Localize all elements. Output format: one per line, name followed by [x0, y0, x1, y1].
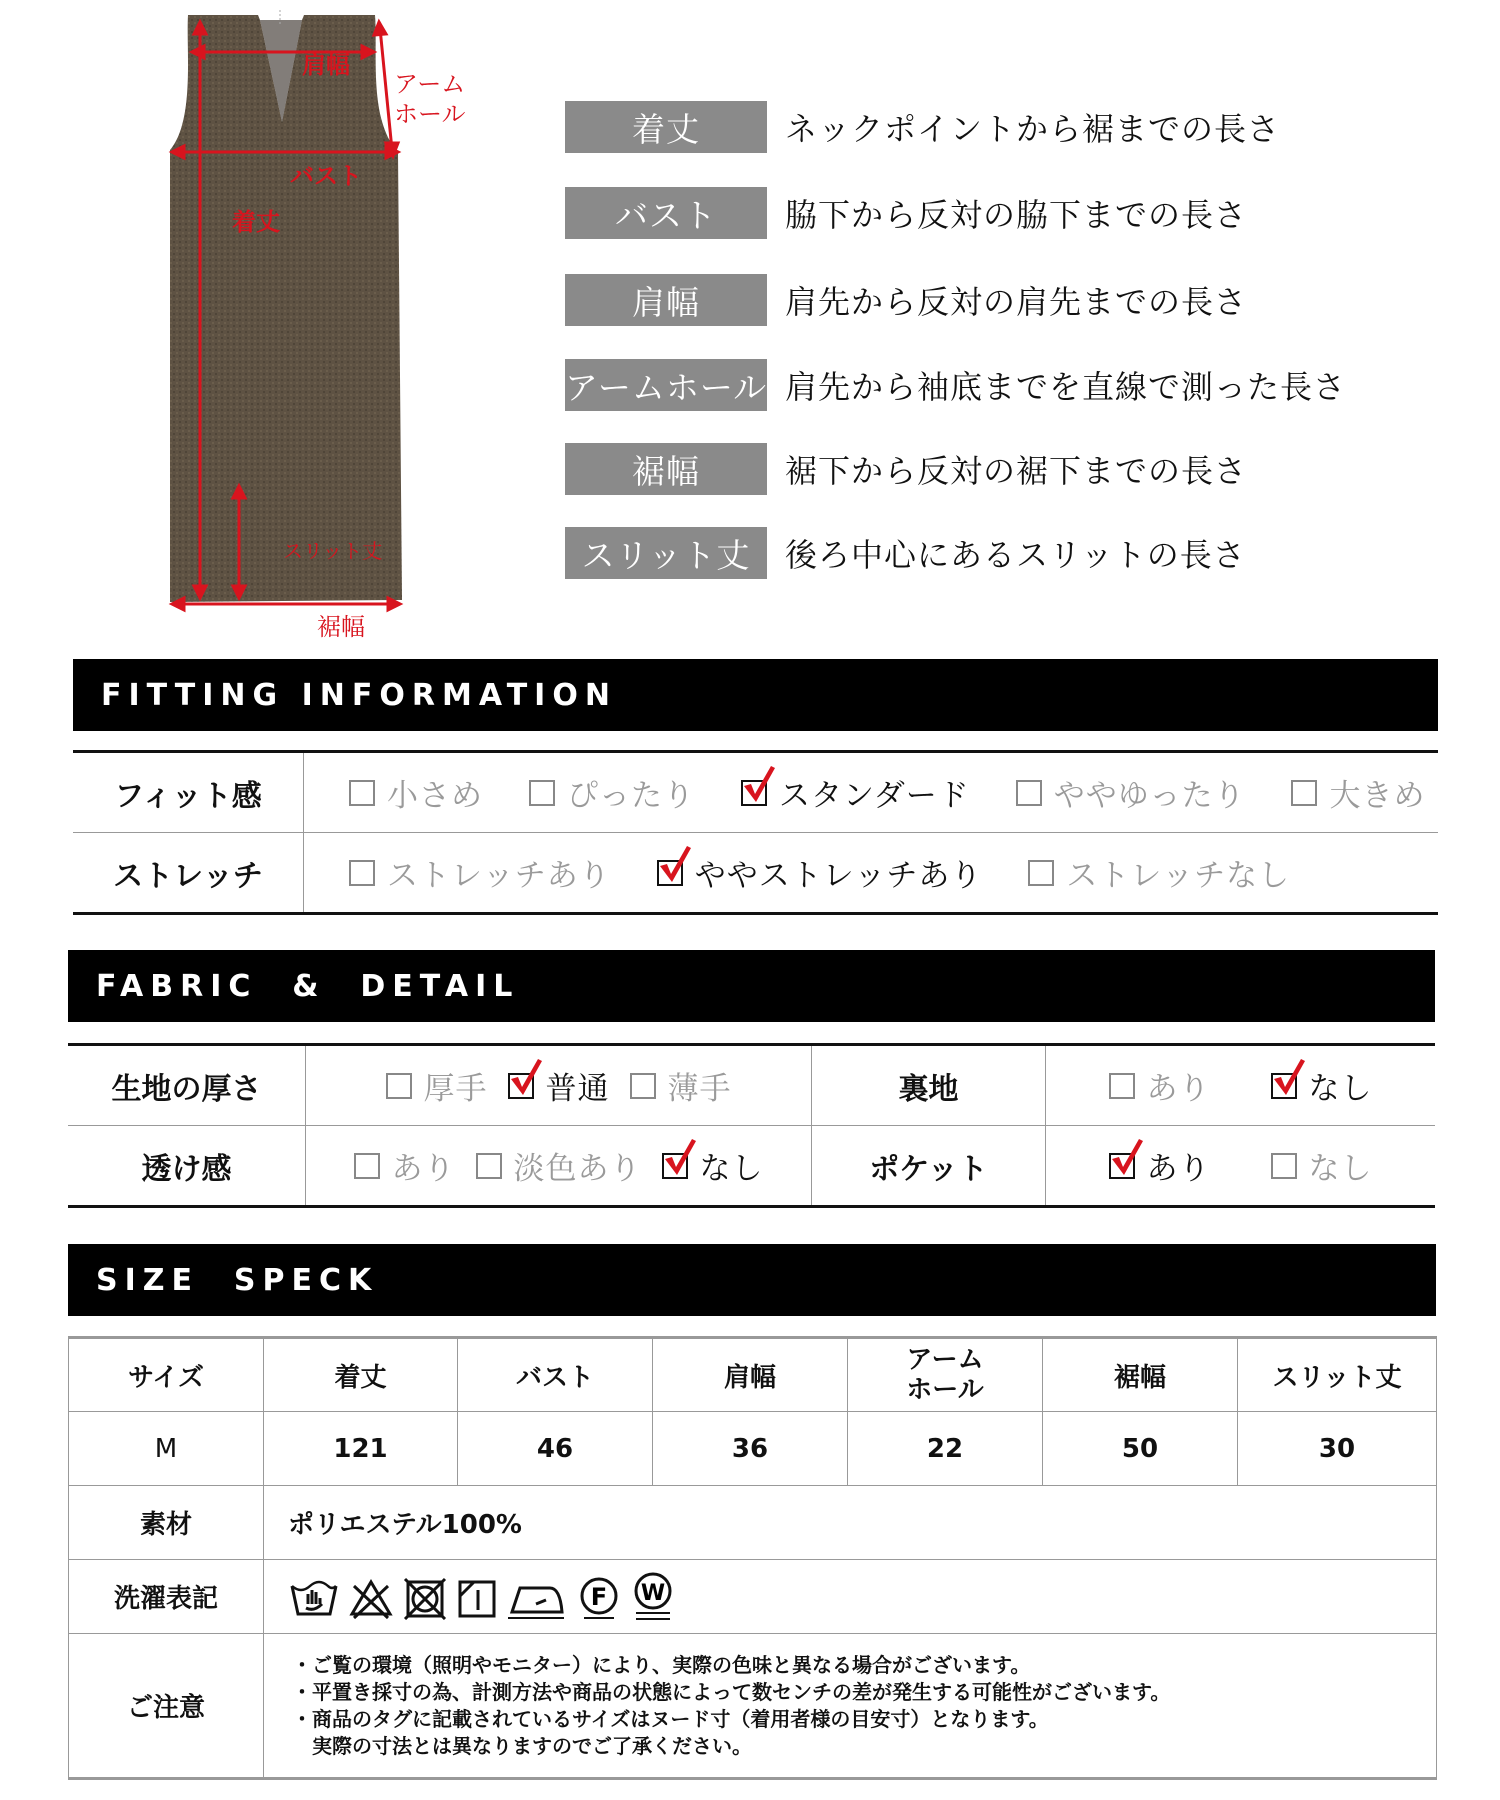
checkbox-checked[interactable]	[657, 860, 683, 886]
option-stretch[interactable]	[349, 850, 611, 895]
label-slit: スリット丈	[283, 539, 383, 563]
fabric-table	[68, 1043, 1435, 1208]
cell-size: M	[69, 1412, 264, 1486]
material-label: 素材	[69, 1486, 264, 1560]
dry-clean-letter: F	[590, 1582, 608, 1611]
option-thick[interactable]	[386, 1063, 488, 1108]
option-fitted[interactable]	[529, 770, 695, 815]
option-sheer-yes[interactable]	[354, 1143, 456, 1188]
dress-silhouette	[170, 15, 402, 602]
col-header-hem: 裾幅	[1043, 1338, 1238, 1412]
dry-clean-f-icon	[576, 1574, 622, 1620]
fabric-label: 生地の厚さ	[68, 1046, 306, 1125]
definition-tag: スリット丈	[565, 527, 767, 579]
notes-cell	[264, 1634, 1437, 1779]
option-label: 厚手	[423, 1071, 488, 1107]
option-label: スタンダード	[779, 778, 970, 814]
notes-label: ご注意	[69, 1634, 264, 1779]
fitting-table	[73, 750, 1438, 915]
fitting-options	[304, 753, 1438, 832]
fabric-label: ポケット	[812, 1126, 1046, 1205]
label-shoulder: 肩幅	[302, 51, 350, 79]
checkbox[interactable]	[1271, 1153, 1297, 1179]
checkbox-checked[interactable]	[662, 1153, 688, 1179]
col-header-shoulder: 肩幅	[653, 1338, 848, 1412]
fabric-row-sheerness	[68, 1125, 1435, 1205]
cell-length: 121	[264, 1412, 458, 1486]
checkbox-checked[interactable]	[741, 780, 767, 806]
option-label: ストレッチあり	[387, 858, 611, 894]
option-standard[interactable]	[741, 770, 970, 815]
option-label: あり	[1146, 1151, 1211, 1187]
label-length: 着丈	[232, 208, 280, 236]
label-armhole-2: ホール	[394, 100, 466, 128]
checkbox[interactable]	[1016, 780, 1042, 806]
col-header-armhole	[848, 1338, 1043, 1412]
definition-tag: 裾幅	[565, 443, 767, 495]
checkbox[interactable]	[386, 1073, 412, 1099]
checkbox[interactable]	[349, 860, 375, 886]
fabric-header: FABRIC & DETAIL	[68, 950, 1435, 1022]
care-row	[69, 1560, 1437, 1634]
checkbox[interactable]	[476, 1153, 502, 1179]
definition-hem	[565, 443, 1247, 495]
check-icon	[662, 1137, 698, 1177]
cell-slit: 30	[1238, 1412, 1437, 1486]
checkbox[interactable]	[1028, 860, 1054, 886]
option-lining-no[interactable]	[1271, 1063, 1373, 1108]
definition-text: 後ろ中心にあるスリットの長さ	[785, 536, 1246, 574]
checkbox[interactable]	[1109, 1073, 1135, 1099]
check-icon	[741, 764, 777, 804]
option-pocket-yes[interactable]	[1109, 1143, 1211, 1188]
fitting-row-fit	[73, 753, 1438, 832]
definition-armhole	[565, 359, 1346, 411]
definition-tag: 着丈	[565, 101, 767, 153]
check-icon	[1109, 1137, 1145, 1177]
note-line: ・平置き採寸の為、計測方法や商品の状態によって数センチの差が発生する可能性がございます。	[292, 1679, 1171, 1704]
size-table	[68, 1336, 1437, 1780]
garment-diagram	[140, 10, 500, 650]
definition-text: ネックポイントから裾までの長さ	[785, 110, 1281, 148]
option-label: 薄手	[667, 1071, 732, 1107]
checkbox-checked[interactable]	[1109, 1153, 1135, 1179]
fitting-options	[304, 833, 1438, 912]
option-normal[interactable]	[508, 1063, 610, 1108]
note-line: ・ご覧の環境（照明やモニター）により、実際の色味と異なる場合がございます。	[292, 1652, 1031, 1677]
wet-clean-letter: W	[640, 1580, 666, 1606]
option-label: 大きめ	[1329, 778, 1426, 814]
check-icon	[1271, 1057, 1307, 1097]
option-label: 小さめ	[387, 778, 483, 814]
option-label: なし	[699, 1151, 764, 1187]
option-small[interactable]	[349, 770, 483, 815]
checkbox[interactable]	[1291, 780, 1317, 806]
cell-bust: 46	[458, 1412, 653, 1486]
option-label: あり	[391, 1151, 456, 1187]
fabric-options	[306, 1126, 812, 1205]
definition-tag: バスト	[565, 187, 767, 239]
iron-low-icon	[506, 1574, 568, 1620]
option-label: なし	[1308, 1151, 1373, 1187]
option-thin[interactable]	[630, 1063, 732, 1108]
hand-wash-30-icon	[288, 1574, 340, 1620]
checkbox[interactable]	[529, 780, 555, 806]
material-value: ポリエステル100%	[264, 1486, 1437, 1560]
option-sheer-no[interactable]	[662, 1143, 764, 1188]
check-icon	[508, 1057, 544, 1097]
option-label: 淡色あり	[513, 1151, 642, 1187]
definition-shoulder	[565, 274, 1247, 326]
definition-tag: 肩幅	[565, 274, 767, 326]
material-row	[69, 1486, 1437, 1560]
wet-clean-w-icon	[630, 1571, 676, 1623]
col-header-size: サイズ	[69, 1338, 264, 1412]
option-pocket-no[interactable]	[1271, 1143, 1373, 1188]
fabric-options	[1046, 1126, 1435, 1205]
fitting-label: フィット感	[73, 753, 304, 832]
cell-armhole: 22	[848, 1412, 1043, 1486]
definition-length	[565, 101, 1280, 153]
label-armhole-1: アーム	[394, 70, 466, 98]
label-bust: バスト	[290, 162, 362, 190]
fitting-header: FITTING INFORMATION	[73, 659, 1438, 731]
option-large[interactable]	[1291, 770, 1425, 815]
fabric-options	[306, 1046, 812, 1125]
check-icon	[657, 844, 693, 884]
fabric-label: 裏地	[812, 1046, 1046, 1125]
col-header-bust: バスト	[458, 1338, 653, 1412]
label-hem: 裾幅	[317, 613, 365, 641]
size-row-m	[69, 1412, 1437, 1486]
definition-text: 肩先から反対の肩先までの長さ	[785, 283, 1248, 321]
definition-text: 肩先から袖底までを直線で測った長さ	[785, 368, 1347, 406]
note-line: 実際の寸法とは異なりますのでご了承ください。	[292, 1733, 752, 1758]
line-dry-shade-icon	[456, 1574, 498, 1620]
care-label: 洗濯表記	[69, 1560, 264, 1634]
note-line: ・商品のタグに記載されているサイズはヌード寸（着用者様の目安寸）となります。	[292, 1706, 1049, 1731]
cell-shoulder: 36	[653, 1412, 848, 1486]
no-tumble-dry-icon	[402, 1574, 448, 1620]
armhole-line-1: アーム	[906, 1345, 984, 1375]
fitting-label: ストレッチ	[73, 833, 304, 912]
definition-slit	[565, 527, 1246, 579]
notes-row	[69, 1634, 1437, 1779]
checkbox[interactable]	[349, 780, 375, 806]
size-header: SIZE SPECK	[68, 1244, 1436, 1316]
col-header-length: 着丈	[264, 1338, 458, 1412]
care-icons	[264, 1571, 1436, 1623]
cell-hem: 50	[1043, 1412, 1238, 1486]
definition-text: 裾下から反対の裾下までの長さ	[785, 452, 1248, 490]
option-label: ストレッチなし	[1066, 858, 1291, 894]
armhole-line-2: ホール	[906, 1375, 984, 1405]
care-icons-cell	[264, 1560, 1437, 1634]
option-label: ややストレッチあり	[694, 858, 983, 894]
option-label: ぴったり	[567, 778, 695, 814]
option-slight-stretch[interactable]	[657, 850, 983, 895]
option-sheer-light[interactable]	[476, 1143, 642, 1188]
option-label: あり	[1146, 1071, 1211, 1107]
option-no-stretch[interactable]	[1028, 850, 1290, 895]
definition-tag: アームホール	[565, 359, 767, 411]
col-header-slit: スリット丈	[1238, 1338, 1437, 1412]
option-label: なし	[1308, 1071, 1373, 1107]
fabric-label: 透け感	[68, 1126, 306, 1205]
option-lining-yes[interactable]	[1109, 1063, 1211, 1108]
definition-text: 脇下から反対の脇下までの長さ	[785, 196, 1248, 234]
fabric-row-thickness	[68, 1046, 1435, 1125]
option-label: 普通	[545, 1071, 610, 1107]
size-header-row	[69, 1338, 1437, 1412]
option-label: ややゆったり	[1053, 778, 1246, 814]
fitting-row-stretch	[73, 832, 1438, 912]
checkbox-checked[interactable]	[1271, 1073, 1297, 1099]
checkbox-checked[interactable]	[508, 1073, 534, 1099]
no-bleach-icon	[348, 1574, 394, 1620]
option-loose[interactable]	[1016, 770, 1246, 815]
checkbox[interactable]	[354, 1153, 380, 1179]
definition-bust	[565, 187, 1247, 239]
checkbox[interactable]	[630, 1073, 656, 1099]
fabric-options	[1046, 1046, 1435, 1125]
